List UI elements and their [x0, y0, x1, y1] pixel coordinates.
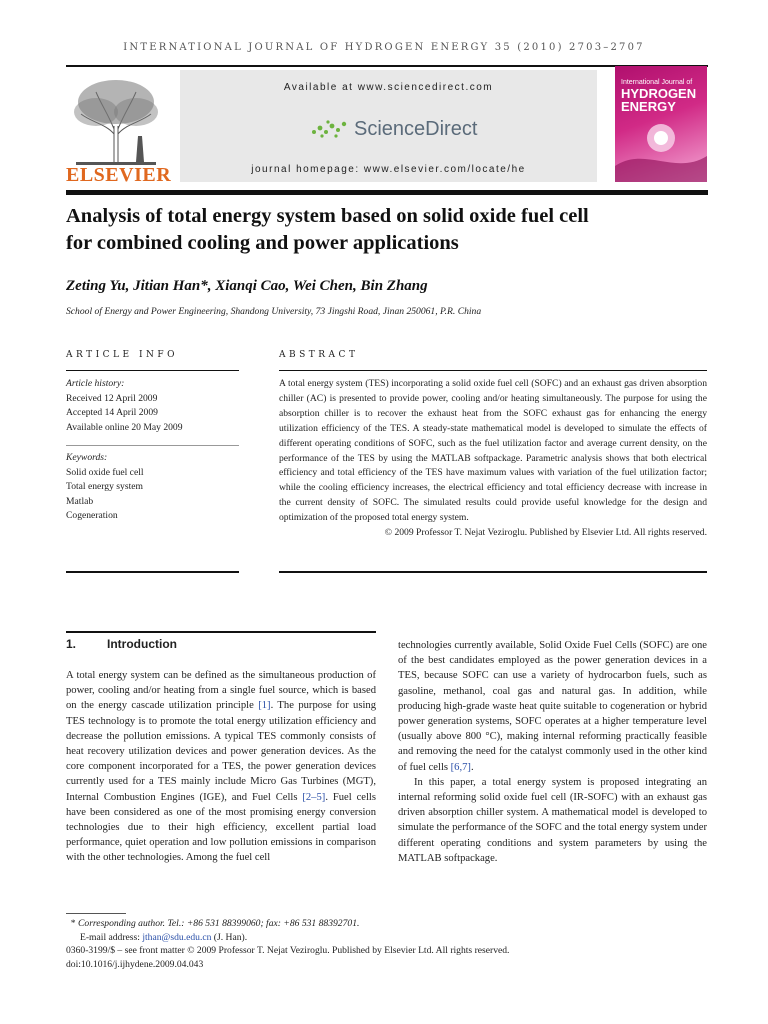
- abstract-rule: [279, 370, 707, 371]
- online-date: Available online 20 May 2009: [66, 421, 183, 433]
- availability-line[interactable]: Available at www.sciencedirect.com: [283, 82, 494, 93]
- section-heading: Introduction: [107, 637, 177, 651]
- intro-right-column: [398, 638, 707, 866]
- affiliation: School of Energy and Power Engineering, Shandong University, 73 Jingshi Road, Jinan 250061, P.R. China: [66, 306, 482, 317]
- issn-line: 0360-3199/$ – see front matter © 2009 Professor T. Nejat Veziroglu. Published by Elsevier Ltd. All rights reserved.: [66, 945, 510, 956]
- footnotes: * Corresponding author. Tel.: +86 531 88399060; fax: +86 531 88392701. E-mail address: jthan@sdu.edu.cn (J. Han). 0360-3199/$ – see front matter © 2009 Professor T. Nejat Veziroglu. Published by Elsevier Ltd. All rights reserved. doi:10.1016/j.ijhydene.2009.04.043: [66, 917, 706, 971]
- keyword: Cogeneration: [66, 510, 118, 522]
- article-title: [66, 203, 716, 257]
- journal-homepage-line[interactable]: journal homepage: www.elsevier.com/locate/he: [251, 164, 526, 175]
- elsevier-tree-logo: [66, 74, 166, 168]
- email-label: E-mail address:: [80, 931, 143, 943]
- sciencedirect-dots-icon: [310, 118, 348, 140]
- sciencedirect-wordmark: ScienceDirect: [354, 117, 478, 140]
- citation-link[interactable]: [1]: [258, 700, 271, 712]
- cover-title: [621, 87, 696, 113]
- intro-text: .: [470, 761, 474, 773]
- abstract-text: A total energy system (TES) incorporating a solid oxide fuel cell (SOFC) and an exhaust gas driven absorption chiller (AC) is presented to provide power, cooling and/or heating simultaneously. The purpose for using the absorption chiller is to recover the exhaust heat from the SOFC exhaust gas for enhancing the energy utilization efficiency of the TES. A steady-state mathematical model is developed to simulate the effects of different operating conditions of SOFC, such as the fuel utilization factor and average current density, on the performance of the TES by using the MATLAB softpackage. Parametric analysis shows that both electrical efficiency and total efficiency of the TES have maximum values with variation of the fuel utilization factor; while the cooling efficiency increases, the electrical efficiency and total efficiency decrease with increase in the current density of SOFC. The simulated results could provide useful knowledge for the design and optimization of the proposed total energy system.: [279, 378, 707, 524]
- section-rule: [66, 631, 376, 633]
- author-list: Zeting Yu, Jitian Han*, Xianqi Cao, Wei Chen, Bin Zhang: [66, 278, 428, 294]
- article-history: [66, 377, 246, 435]
- intro-paragraph-2: In this paper, a total energy system is proposed integrating an internal reforming solid oxide fuel cell (IR-SOFC) with an exhaust gas driven absorption chiller system. A mathematical model is developed to simulate the performance of the SOFC and the total energy system under different operating conditions and system parameters by using the MATLAB softpackage.: [398, 776, 708, 864]
- section-number: 1.: [66, 637, 77, 651]
- banner-rule: [66, 190, 708, 195]
- title-line-1: Analysis of total energy system based on solid oxide fuel cell: [66, 205, 589, 227]
- abstract-body: [279, 377, 707, 541]
- publisher-wordmark: ELSEVIER: [66, 164, 172, 186]
- title-line-2: for combined cooling and power applications: [66, 232, 459, 254]
- accepted-date: Accepted 14 April 2009: [66, 407, 158, 419]
- email-link[interactable]: jthan@sdu.edu.cn: [142, 931, 212, 943]
- article-info-rule: [66, 370, 239, 371]
- cover-title-line1: HYDROGEN: [621, 86, 697, 101]
- keywords: [66, 451, 246, 524]
- header-rule: [66, 65, 708, 67]
- citation-link[interactable]: [2–5]: [302, 791, 326, 803]
- article-info-bottom-rule: [66, 571, 239, 573]
- keywords-label: Keywords:: [66, 452, 108, 463]
- received-date: Received 12 April 2009: [66, 392, 158, 404]
- article-info-heading: ARTICLE INFO: [66, 350, 179, 360]
- intro-text: . The purpose for using TES technology is to promote the total energy utilization efficiency and decrease the pollution emissions. A typical TES commonly consists of heat recovery utilization devices and power generation devices. As the core component incorporated for a TES, the power generation devices currently used for a TES mainly include Micro Gas Turbines (MGT), Internal Combustion Engines (IGE), and Fuel Cells: [66, 700, 377, 803]
- abstract-bottom-rule: [279, 571, 707, 573]
- intro-left-column: [66, 668, 376, 866]
- journal-cover: [615, 66, 707, 182]
- citation-link[interactable]: [6,7]: [450, 761, 471, 773]
- keyword: Solid oxide fuel cell: [66, 466, 144, 478]
- cover-title-line2: ENERGY: [621, 99, 676, 114]
- intro-text: A total energy system can be defined as the simultaneous production of power, cooling and/or heating from a single fuel source, which is based on the energy cascade utilization principle: [66, 670, 376, 712]
- corresponding-author-note: Corresponding author. Tel.: +86 531 88399060; fax: +86 531 88392701.: [78, 918, 360, 929]
- keyword: Matlab: [66, 495, 94, 507]
- intro-text: . Fuel cells have been considered as one of the most promising energy conversion technologies due to their high efficiency, excellent partial load performance, quiet operation and low pollution emissions in comparison with the other technologies. Among the fuel cell: [66, 791, 376, 864]
- footnote-rule: [66, 913, 126, 914]
- keyword: Total energy system: [66, 481, 143, 493]
- running-head: INTERNATIONAL JOURNAL OF HYDROGEN ENERGY 35 (2010) 2703–2707: [123, 42, 645, 53]
- intro-text: technologies currently available, Solid Oxide Fuel Cells (SOFC) are one of the best candidates employed as the power generation devices in a TES, because SOFC can use a variety of hydrocarbon fuels, such as gasoline, methanol, coal gas and natural gas. In addition, while producing high-grade waste heat quite suitable to cogeneration or hybrid power generation systems, SOFC operates at a higher temperature level (usually above 800 °C), making internal reforming practically feasible and removing the need for the catalyst commonly used in the other kind of fuel cells: [398, 640, 707, 773]
- doi-line[interactable]: doi:10.1016/j.ijhydene.2009.04.043: [66, 958, 204, 970]
- abstract-heading: ABSTRACT: [279, 350, 359, 360]
- article-info-divider: [66, 445, 239, 446]
- abstract-copyright: © 2009 Professor T. Nejat Veziroglu. Published by Elsevier Ltd. All rights reserved.: [384, 527, 707, 539]
- cover-subtitle: International Journal of: [621, 79, 693, 86]
- sciencedirect-logo: [310, 114, 477, 144]
- history-label: Article history:: [66, 378, 125, 389]
- email-suffix: (J. Han).: [211, 931, 248, 943]
